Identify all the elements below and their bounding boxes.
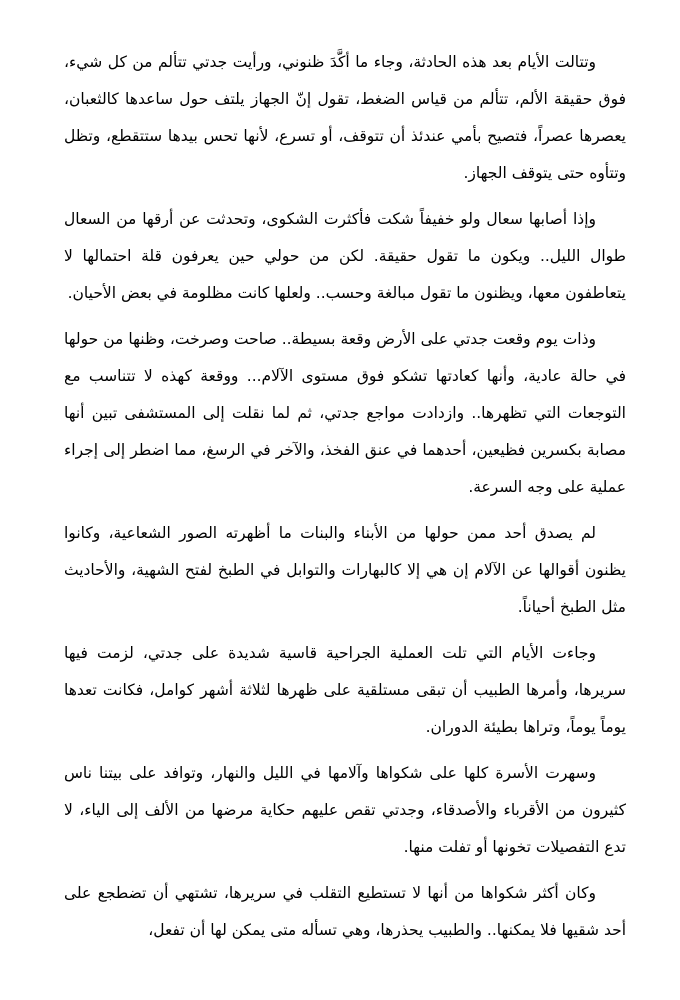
- paragraph-3: وذات يوم وقعت جدتي على الأرض وقعة بسيطة.. صاحت وصرخت، وظنها من حولها في حالة عادية، وأنها كعادتها تشكو فوق مستوى الآلام... ووقعة كهذه لا تتناسب مع التوجعات التي تظهرها.. وازدادت مواجع جدتي، ثم لما نقلت إلى المستشفى تبين أنها مصابة بكسرين فظيعين، أحدهما في عنق الفخذ، والآخر في الرسغ، مما اضطر إلى إجراء عملية على وجه السرعة.: [64, 330, 626, 496]
- paragraph-5: وجاءت الأيام التي تلت العملية الجراحية قاسية شديدة على جدتي، لزمت فيها سريرها، وأمرها الطبيب أن تبقى مستلقية على ظهرها لثلاثة أشهر كوامل، فكانت تعدها يوماً يوماً، وتراها بطيئة الدوران.: [64, 644, 626, 736]
- paragraph-7: وكان أكثر شكواها من أنها لا تستطيع التقلب في سريرها، تشتهي أن تضطجع على أحد شقيها فلا يمكنها.. والطبيب يحذرها، وهي تسأله متى يمكن لها أن تفعل،: [64, 884, 626, 939]
- paragraph-6: وسهرت الأسرة كلها على شكواها وآلامها في الليل والنهار، وتوافد على بيتنا ناس كثيرون من الأقرباء والأصدقاء، وجدتي تقص عليهم حكاية مرضها من الألف إلى الياء، لا تدع التفصيلات تخونها أو تفلت منها.: [64, 764, 626, 856]
- paragraph-1: وتتالت الأيام بعد هذه الحادثة، وجاء ما أكَّدَ ظنوني، ورأيت جدتي تتألم من كل شيء، فوق حقيقة الألم، تتألم من قياس الضغط، تقول إنّ الجهاز يلتف حول ساعدها كالثعبان، يعصرها عصراً، فتصيح بأمي عندئذ أن تتوقف، أو تسرع، لأنها تحس بيدها ستتقطع، وتظل وتتأوه حتى يتوقف الجهاز.: [64, 53, 626, 182]
- paragraph-2: وإذا أصابها سعال ولو خفيفاً شكت فأكثرت الشكوى، وتحدثت عن أرقها من السعال طوال الليل.. ويكون ما تقول حقيقة. لكن من حولي حين يعرفون قلة احتمالها لا يتعاطفون معها، ويظنون ما تقول مبالغة وحسب.. ولعلها كانت مظلومة في بعض الأحيان.: [64, 210, 626, 302]
- paragraph-4: لم يصدق أحد ممن حولها من الأبناء والبنات ما أظهرته الصور الشعاعية، وكانوا يظنون أقوالها عن الآلام إن هي إلا كالبهارات والتوابل في الطبخ لفتح الشهية، والأحاديث مثل الطبخ أحياناً.: [64, 524, 626, 616]
- document-body: [64, 44, 626, 958]
